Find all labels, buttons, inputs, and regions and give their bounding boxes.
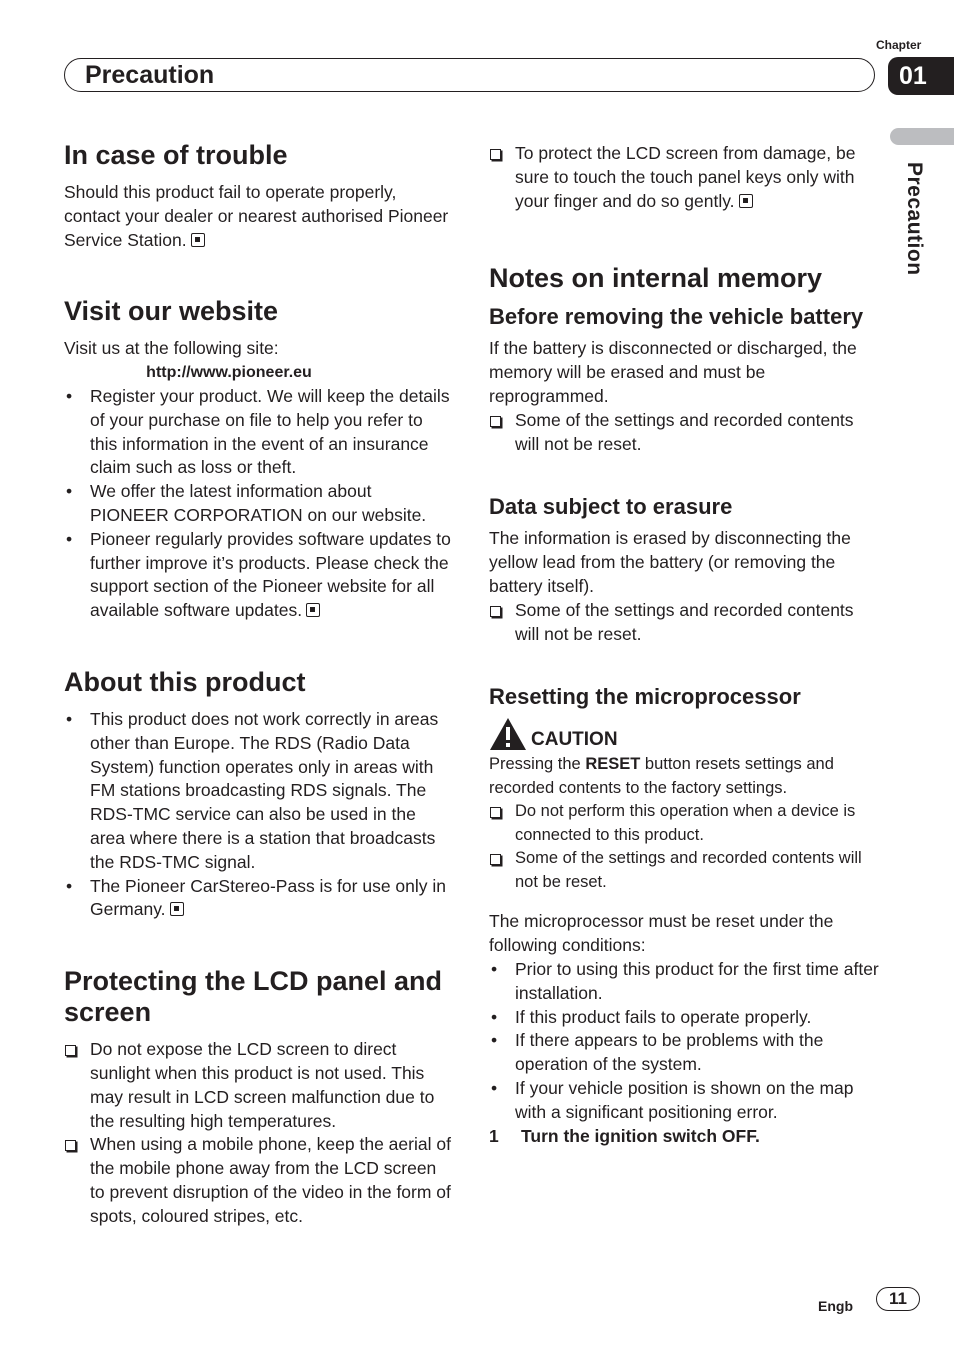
- section-trouble: [64, 140, 454, 252]
- side-label: Precaution: [903, 162, 926, 276]
- heading-website: Visit our website: [64, 296, 279, 327]
- conditions-intro: The microprocessor must be reset under the following conditions:: [489, 911, 834, 956]
- end-mark-icon: [191, 233, 205, 247]
- subsection-reset: [489, 682, 879, 1148]
- caution-body: Pressing the RESET button resets settings and recorded contents to the factory settings.: [489, 755, 834, 797]
- footer-language: Engb: [818, 1298, 853, 1314]
- section-about: [64, 667, 454, 922]
- list-item: • We offer the latest information about PIONEER CORPORATION on our website.: [64, 480, 454, 528]
- chapter-number: 01: [888, 57, 954, 95]
- end-mark-icon: [306, 603, 320, 617]
- heading-memory: Notes on internal memory: [489, 263, 823, 294]
- step-1: 1 Turn the ignition switch OFF.: [489, 1125, 760, 1146]
- left-column: [64, 140, 454, 1273]
- caution-header: [489, 717, 879, 751]
- section-lcd: [64, 966, 454, 1228]
- side-tab: [890, 128, 954, 145]
- heading-lcd: Protecting the LCD panel and screen: [64, 966, 443, 1028]
- end-mark-icon: [739, 194, 753, 208]
- list-item: • If your vehicle position is shown on the map with a significant positioning error.: [489, 1077, 879, 1125]
- trouble-body: Should this product fail to operate properly, contact your dealer or nearest authorised Pioneer Service Station.: [64, 182, 449, 250]
- list-item: Do not expose the LCD screen to direct sunlight when this product is not used. This may result in LCD screen malfunction due to the resulting high temperatures.: [64, 1038, 454, 1133]
- section-website: [64, 296, 454, 623]
- heading-about: About this product: [64, 666, 306, 697]
- list-item: • If this product fails to operate properly.: [489, 1006, 879, 1030]
- battery-body: If the battery is disconnected or discharged, the memory will be erased and must be reprogrammed.: [489, 338, 857, 406]
- end-mark-icon: [170, 902, 184, 916]
- list-item: When using a mobile phone, keep the aerial of the mobile phone away from the LCD screen to prevent disruption of the video in the form of spots, coloured stripes, etc.: [64, 1133, 454, 1228]
- list-item: Some of the settings and recorded contents will not be reset.: [489, 409, 879, 457]
- caution-title: CAUTION: [531, 728, 618, 750]
- chapter-label: Chapter: [876, 38, 922, 52]
- list-item: • If there appears to be problems with the operation of the system.: [489, 1029, 879, 1077]
- list-item: Do not perform this operation when a device is connected to this product.: [489, 800, 879, 847]
- page-number: 11: [876, 1287, 920, 1311]
- heading-erasure: Data subject to erasure: [489, 494, 733, 520]
- erasure-body: The information is erased by disconnecting the yellow lead from the battery (or removing the battery itself).: [489, 528, 851, 596]
- list-item: To protect the LCD screen from damage, be sure to touch the touch panel keys only with your finger and do so gently.: [489, 142, 879, 213]
- website-url[interactable]: http://www.pioneer.eu: [146, 364, 312, 382]
- website-intro: Visit us at the following site:: [64, 338, 279, 359]
- warning-icon: [489, 717, 527, 751]
- list-item: • Prior to using this product for the first time after installation.: [489, 958, 879, 1006]
- heading-battery: Before removing the vehicle battery: [489, 304, 864, 330]
- list-item: • Register your product. We will keep the details of your purchase on file to help you refer to this information in the event of an insurance claim such as loss or theft.: [64, 385, 454, 480]
- subsection-battery: [489, 302, 879, 456]
- list-item: • This product does not work correctly in areas other than Europe. The RDS (Radio Data System) function operates only in areas with FM stations broadcasting RDS signals. The RDS-TMC service can also be used in the area where there is a station that broadcasts the RDS-TMC signal.: [64, 708, 454, 875]
- list-item: • Pioneer regularly provides software updates to further improve it’s products. Please check the support section of the Pioneer website for all available software updates.: [64, 528, 454, 623]
- list-item: Some of the settings and recorded contents will not be reset.: [489, 847, 879, 894]
- page-title: Precaution: [85, 61, 215, 89]
- right-column: [489, 142, 879, 1148]
- subsection-erasure: [489, 492, 879, 646]
- header-bar: [64, 58, 875, 92]
- heading-reset: Resetting the microprocessor: [489, 684, 801, 710]
- heading-trouble: In case of trouble: [64, 140, 288, 170]
- list-item: Some of the settings and recorded contents will not be reset.: [489, 599, 879, 647]
- list-item: • The Pioneer CarStereo-Pass is for use only in Germany.: [64, 875, 454, 923]
